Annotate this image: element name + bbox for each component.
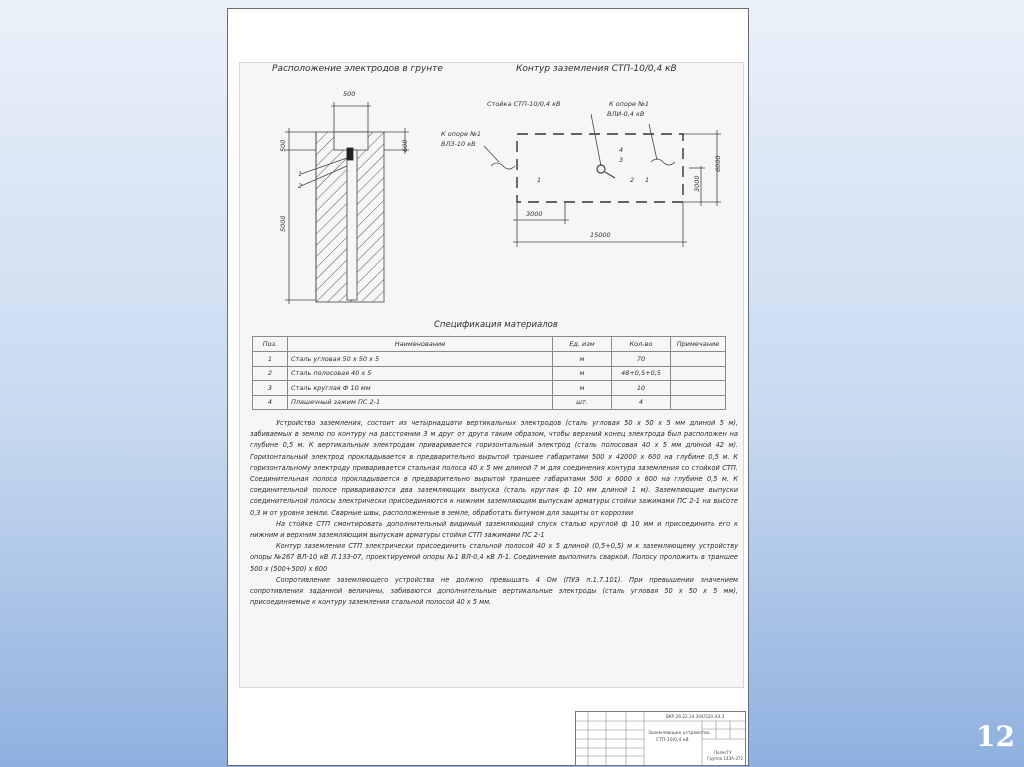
cell-name: Сталь круглая Ф 10 мм bbox=[288, 381, 553, 396]
cell-pos: 3 bbox=[253, 381, 288, 396]
item-3: 3 bbox=[619, 156, 624, 164]
electrode-section bbox=[285, 102, 409, 304]
stamp-name-2: СТП-10/0,4 кВ bbox=[656, 738, 689, 743]
stamp-code: ВКР.26.22.14.304/520.ЭЭ.З bbox=[666, 714, 725, 719]
item-4: 4 bbox=[619, 146, 624, 154]
cell-qty: 4 bbox=[612, 395, 671, 410]
support-label-left-1: К опоре №1 bbox=[441, 130, 481, 138]
right-drawing-title: Контур заземления СТП-10/0,4 кВ bbox=[516, 64, 677, 74]
dim-3000-v: 3000 bbox=[693, 175, 701, 192]
notes-paragraph-4: Сопротивление заземляющего устройства не должно превышать 4 Ом (ПУЭ п.1.7.101). При превышении значением сопротивления заданной величины, забиваются дополнительные вертикальные электроды (сталь угловая 50 х 50 х 5 мм), присоединяемые к контуру заземления стальной полосой 40 х 5 мм. bbox=[250, 575, 738, 607]
support-label-right-1: К опоре №1 bbox=[609, 100, 649, 108]
notes-paragraph-2: На стойке СТП смонтировать дополнительный видимый заземляющий спуск сталью круглой ф 10 мм и присоединить его к нижним и верхним заземляющим выпускам арматуры стойки СТП зажимами ПС 2-1 bbox=[250, 519, 738, 540]
dim-500-left: 500 bbox=[279, 139, 287, 152]
cell-unit: шт. bbox=[553, 395, 612, 410]
support-label-left-2: ВЛЗ-10 кВ bbox=[441, 140, 476, 148]
cell-unit: м bbox=[553, 352, 612, 367]
support-label-right-2: ВЛИ-0,4 кВ bbox=[607, 110, 645, 118]
spec-table bbox=[252, 336, 726, 410]
notes-paragraph-3: Контур заземления СТП электрически присоединить стальной полосой 40 х 5 длиной (0,5+0,5) м к заземляющему устройству опоры №267 ВЛ-10 кВ Л.133-07, проектируемой опоры №1 ВЛ-0,4 кВ Л-1. Соединение выполнить сваркой. Полосу проложить в траншее 500 х (500+500) х 600 bbox=[250, 542, 738, 573]
dim-500-top: 500 bbox=[343, 90, 356, 98]
cell-name: Сталь полосовая 40 х 5 bbox=[288, 366, 553, 381]
notes-text bbox=[250, 418, 738, 608]
dim-6000: 6000 bbox=[714, 155, 722, 172]
header-note: Примечание bbox=[671, 337, 726, 352]
spec-header-row bbox=[253, 337, 726, 352]
cell-note bbox=[671, 366, 726, 381]
cell-unit: м bbox=[553, 366, 612, 381]
cell-name: Сталь угловая 50 х 50 х 5 bbox=[288, 352, 553, 367]
cell-note bbox=[671, 395, 726, 410]
header-pos: Поз. bbox=[253, 337, 288, 352]
dim-600-right: 600 bbox=[401, 139, 409, 152]
cell-qty: 70 bbox=[612, 352, 671, 367]
cell-note bbox=[671, 352, 726, 367]
table-row bbox=[253, 395, 726, 410]
spec-title: Спецификация материалов bbox=[434, 320, 558, 330]
table-row bbox=[253, 366, 726, 381]
slide-page-number: 12 bbox=[976, 720, 1015, 753]
stamp-org-1: ПолесГУ bbox=[714, 750, 732, 755]
cell-pos: 2 bbox=[253, 366, 288, 381]
cell-qty: 48+0,5+0,5 bbox=[612, 366, 671, 381]
cell-pos: 4 bbox=[253, 395, 288, 410]
cell-unit: м bbox=[553, 381, 612, 396]
item-1: 1 bbox=[537, 176, 542, 184]
dim-15000: 15000 bbox=[590, 231, 611, 239]
item-2: 2 bbox=[630, 176, 635, 184]
callout-2: 2 bbox=[298, 182, 303, 190]
notes-paragraph-1: Устройство заземления, состоит из четырнадцати вертикальных электродов (сталь угловая 50 х 50 х 5 мм длиной 5 м), забиваемых в землю по контуру на расстоянии 3 м друг от друга таким образом, чтобы верхний конец электрода был расположен на глубине 0,5 м. К вертикальным электродам приваривается горизонтальный электрод (сталь полосовая 40 х 5 мм длиной 42 м). Горизонтальный электрод прокладывается в предварительно вырытой траншее габаритами 500 х 42000 х 600 на глубине 0,5 м. К горизонтальному электроду приваривается стальная полоса 40 х 5 мм длиной 7 м для соединения контура заземления со стойкой СТП. Соединительная полоса прокладывается в предварительно вырытой траншее габаритами 500 х 6000 х 600 на глубине 0,5 м. К соединительной полосе привариваются два заземляющих выпуска (сталь круглая ф 10 мм длиной 1 м). Заземляющие выпуски соединительной полосы электрически присоединяются к нижним заземляющим выпускам арматуры стойки зажимами ПС 2-1 на высоте 0,3 м от уровня земли. Сварные швы, расположенные в земле, обработать битумом для защиты от коррозии bbox=[250, 419, 738, 517]
cell-note bbox=[671, 381, 726, 396]
left-drawing-title: Расположение электродов в грунте bbox=[272, 64, 443, 74]
cell-qty: 10 bbox=[612, 381, 671, 396]
stamp-org-2: Группа 14ЭА-372 bbox=[707, 756, 743, 761]
cell-name: Плашечный зажим ПС 2-1 bbox=[288, 395, 553, 410]
header-name: Наименование bbox=[288, 337, 553, 352]
title-block bbox=[575, 711, 746, 766]
stamp-name-1: Заземляющее устройство bbox=[648, 731, 710, 736]
table-row bbox=[253, 352, 726, 367]
header-unit: Ед. изм bbox=[553, 337, 612, 352]
dim-3000-h: 3000 bbox=[526, 210, 543, 218]
table-row bbox=[253, 381, 726, 396]
grounding-contour bbox=[517, 134, 683, 202]
stand-label: Стойка СТП-10/0,4 кВ bbox=[487, 100, 561, 108]
cell-pos: 1 bbox=[253, 352, 288, 367]
item-1b: 1 bbox=[645, 176, 650, 184]
header-qty: Кол-во bbox=[612, 337, 671, 352]
callout-1: 1 bbox=[298, 170, 303, 178]
dim-5000-left: 5000 bbox=[279, 215, 287, 232]
